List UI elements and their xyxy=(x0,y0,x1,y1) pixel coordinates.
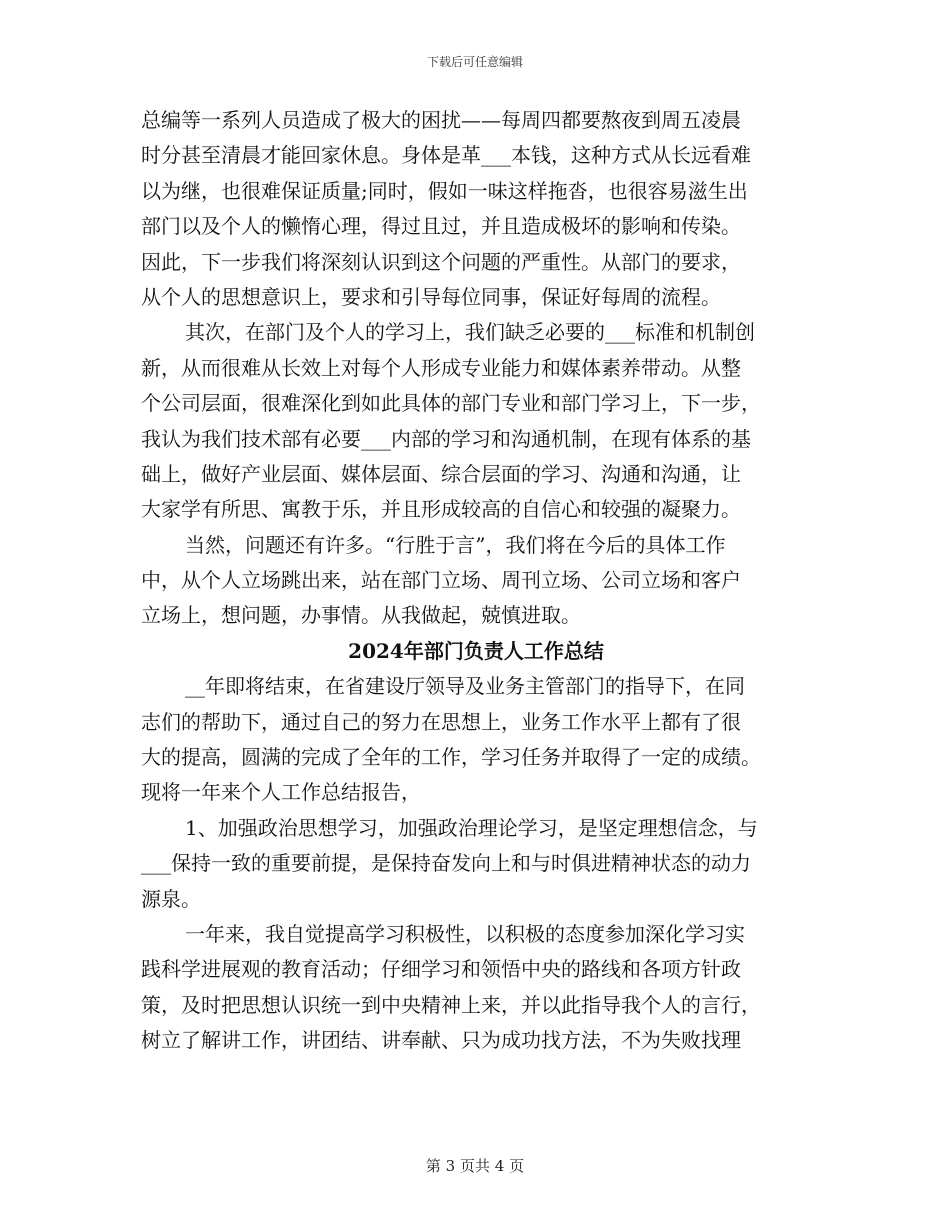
text-line: 其次，在部门及个人的学习上，我们缺乏必要的___标准和机制创 xyxy=(185,320,755,345)
section-title: 2024年部门负责人工作总结 xyxy=(348,638,604,663)
text-line: 个公司层面，很难深化到如此具体的部门专业和部门学习上，下一步， xyxy=(141,391,761,416)
text-line: 源泉。 xyxy=(141,886,201,911)
text-line: 总编等一系列人员造成了极大的困扰——每周四都要熬夜到周五凌晨 xyxy=(141,108,741,132)
text-line: 树立了解讲工作，讲团结、讲奉献、只为成功找方法，不为失败找理 xyxy=(141,1028,741,1053)
text-line: ___保持一致的重要前提，是保持奋发向上和与时俱进精神状态的动力 xyxy=(141,851,751,876)
text-line: 大家学有所思、寓教于乐，并且形成较高的自信心和较强的凝聚力。 xyxy=(141,497,741,522)
text-line: 部门以及个人的懒惰心理，得过且过，并且造成极坏的影响和传染。 xyxy=(141,214,741,239)
text-line: 践科学进展观的教育活动；仔细学习和领悟中央的路线和各项方针政 xyxy=(141,957,741,982)
text-line: 新，从而很难从长效上对每个人形成专业能力和媒体素养带动。从整 xyxy=(141,355,741,380)
text-line: 础上，做好产业层面、媒体层面、综合层面的学习、沟通和沟通，让 xyxy=(141,461,741,486)
document-body xyxy=(141,103,811,1059)
text-line: __年即将结束，在省建设厅领导及业务主管部门的指导下，在同 xyxy=(185,674,745,699)
text-line: 因此，下一步我们将深刻认识到这个问题的严重性。从部门的要求， xyxy=(141,249,741,274)
text-line: 中，从个人立场跳出来，站在部门立场、周刊立场、公司立场和客户 xyxy=(141,568,741,593)
text-line: 当然，问题还有许多。“行胜于言”，我们将在今后的具体工作 xyxy=(185,532,726,557)
text-line: 以为继，也很难保证质量;同时，假如一味这样拖沓，也很容易滋生出 xyxy=(141,178,748,203)
text-line: 策，及时把思想认识统一到中央精神上来，并以此指导我个人的言行， xyxy=(141,992,761,1017)
page-header: 下载后可任意编辑 xyxy=(426,55,523,69)
page-footer: 第 3 页共 4 页 xyxy=(425,1157,525,1175)
text-line: 1、加强政治思想学习，加强政治理论学习，是坚定理想信念，与 xyxy=(185,815,758,840)
text-line: 时分甚至清晨才能回家休息。身体是革___本钱，这种方式从长远看难 xyxy=(141,143,751,168)
text-line: 立场上，想问题，办事情。从我做起，兢慎进取。 xyxy=(141,603,581,628)
text-line: 从个人的思想意识上，要求和引导每位同事，保证好每周的流程。 xyxy=(141,284,721,309)
text-line: 一年来，我自觉提高学习积极性，以积极的态度参加深化学习实 xyxy=(185,921,745,946)
text-line: 我认为我们技术部有必要___内部的学习和沟通机制，在现有体系的基 xyxy=(141,426,751,451)
text-line: 现将一年来个人工作总结报告， xyxy=(141,780,421,805)
text-line: 志们的帮助下，通过自己的努力在思想上，业务工作水平上都有了很 xyxy=(141,709,741,734)
text-line: 大的提高，圆满的完成了全年的工作，学习任务并取得了一定的成绩。 xyxy=(141,745,761,770)
